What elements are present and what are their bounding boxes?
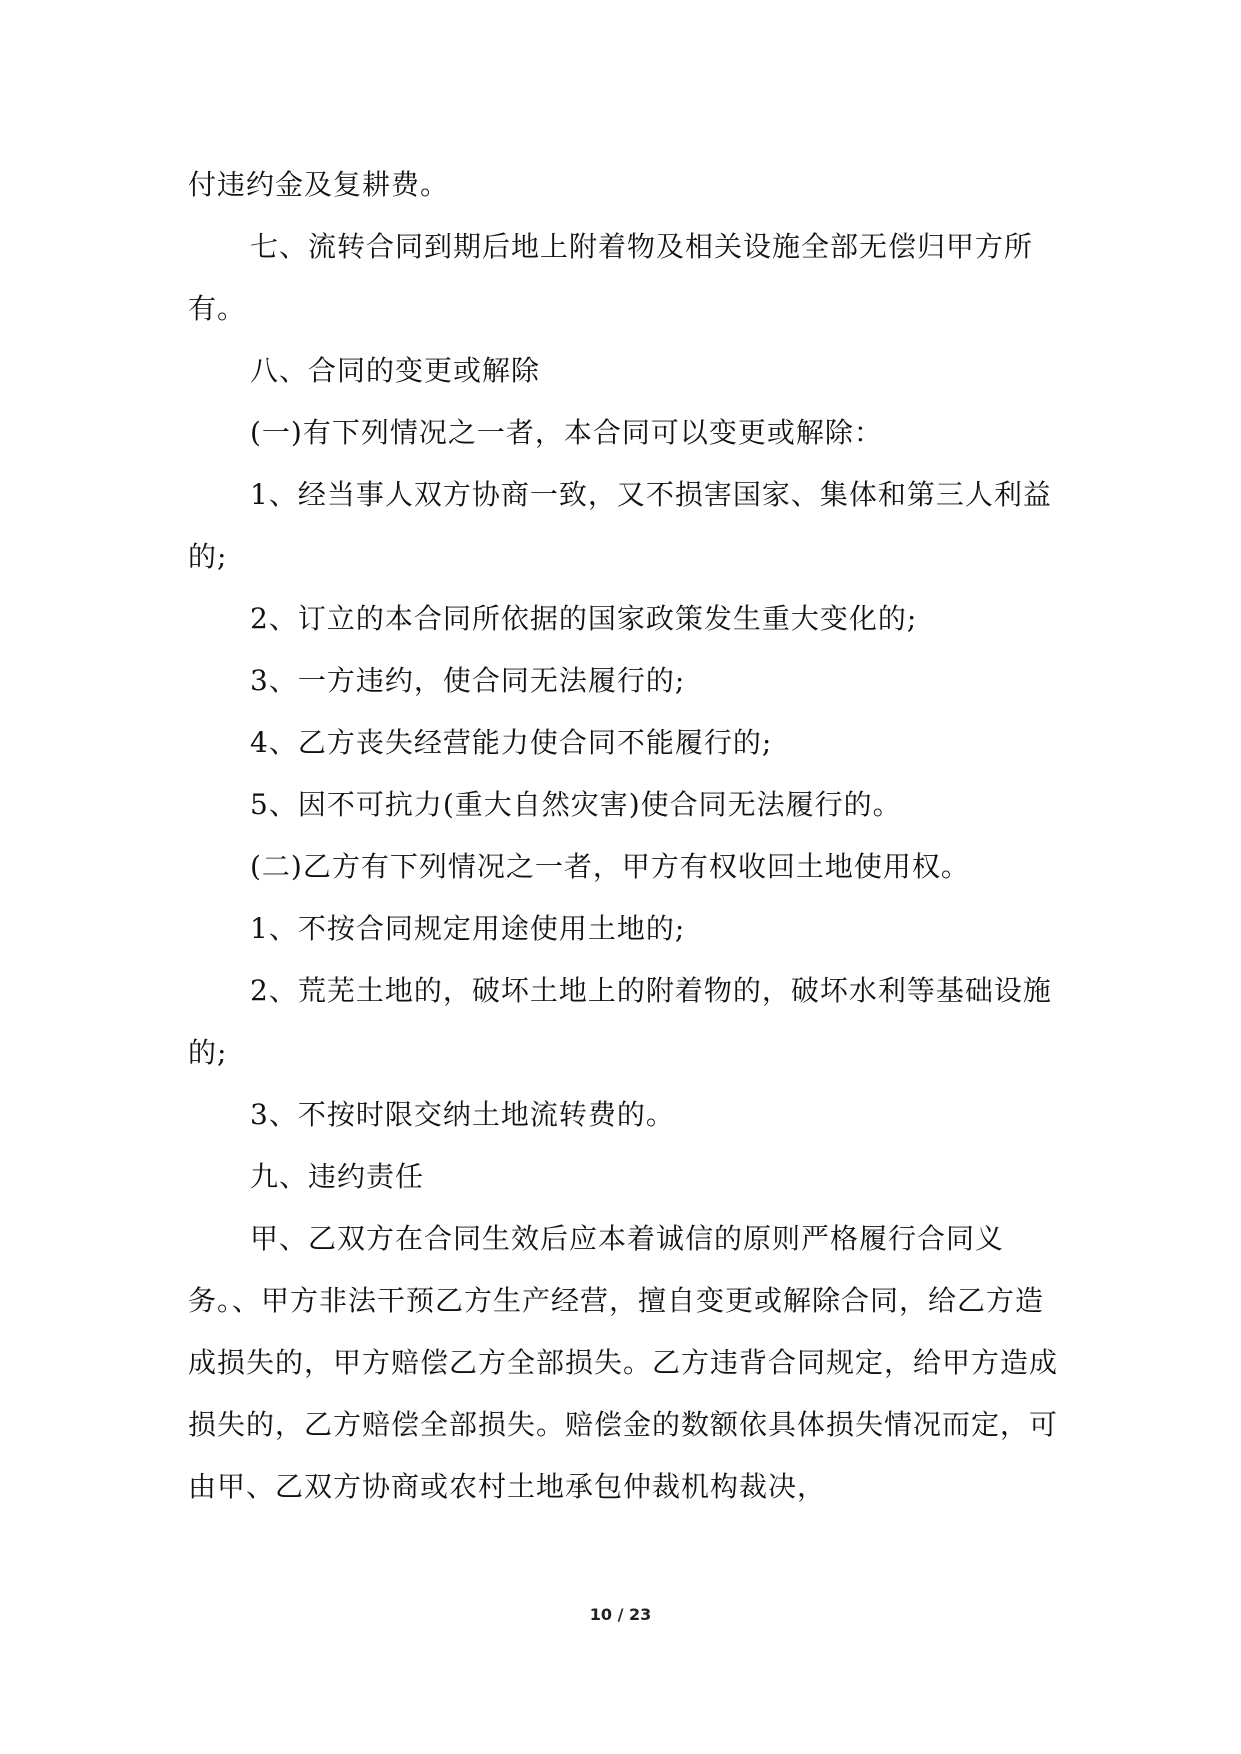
list-item: 3、一方违约，使合同无法履行的;	[250, 664, 686, 697]
paragraph: 付违约金及复耕费。	[188, 168, 450, 201]
section-heading: 八、合同的变更或解除	[250, 354, 541, 387]
document-body	[188, 154, 1068, 1518]
list-item: 1、不按合同规定用途使用土地的;	[250, 912, 686, 945]
list-item: 5、因不可抗力(重大自然灾害)使合同无法履行的。	[250, 788, 902, 821]
list-item: 2、荒芜土地的，破坏土地上的附着物的，破坏水利等基础设施的;	[188, 974, 1052, 1069]
list-item: 2、订立的本合同所依据的国家政策发生重大变化的;	[250, 602, 918, 635]
section-heading: 九、违约责任	[250, 1160, 425, 1193]
list-item: 4、乙方丧失经营能力使合同不能履行的;	[250, 726, 773, 759]
paragraph: (一)有下列情况之一者，本合同可以变更或解除：	[250, 416, 883, 449]
list-item: 3、不按时限交纳土地流转费的。	[250, 1098, 675, 1131]
paragraph: 甲、乙双方在合同生效后应本着诚信的原则严格履行合同义务。、甲方非法干预乙方生产经营，擅自变更或解除合同，给乙方造成损失的，甲方赔偿乙方全部损失。乙方违背合同规定，给甲方造成损失的，乙方赔偿全部损失。赔偿金的数额依具体损失情况而定，可由甲、乙双方协商或农村土地承包仲裁机构裁决，	[188, 1222, 1059, 1503]
paragraph: 七、流转合同到期后地上附着物及相关设施全部无偿归甲方所有。	[188, 230, 1034, 325]
page-number: 10 / 23	[589, 1605, 652, 1624]
list-item: 1、经当事人双方协商一致，又不损害国家、集体和第三人利益的;	[188, 478, 1052, 573]
paragraph: (二)乙方有下列情况之一者，甲方有权收回土地使用权。	[250, 850, 970, 883]
